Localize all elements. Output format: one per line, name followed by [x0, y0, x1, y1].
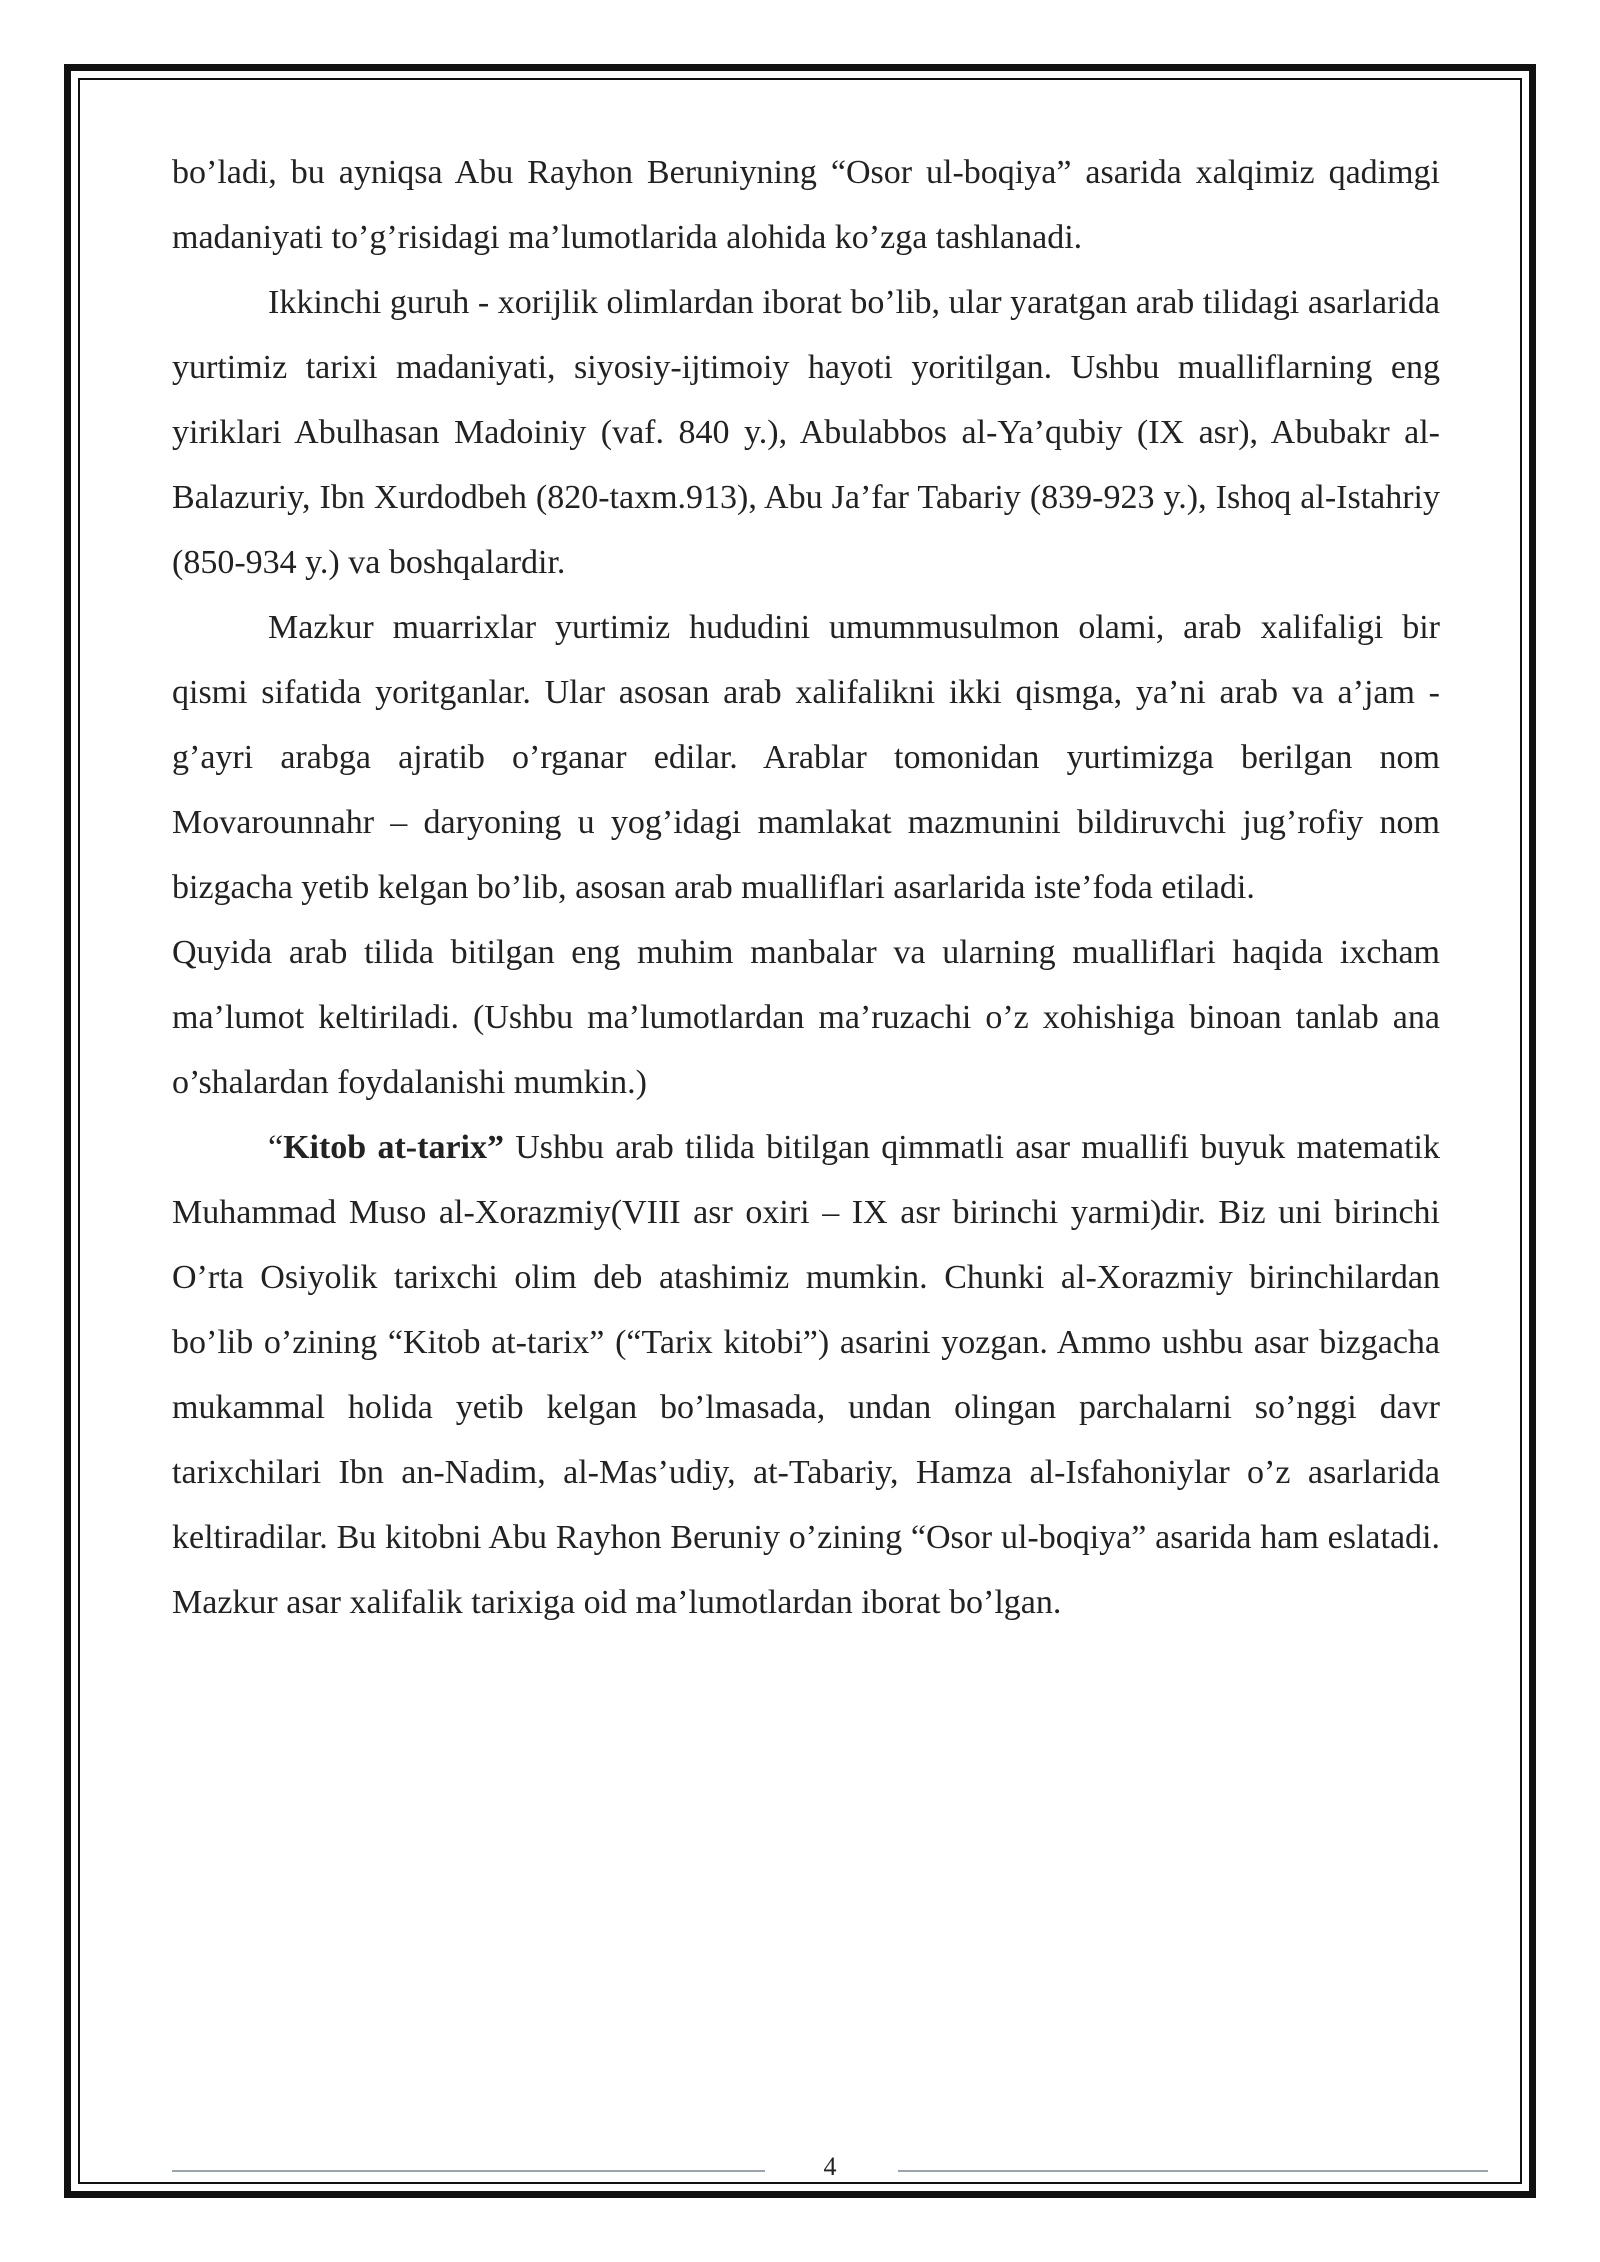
footer-rule-left — [172, 2170, 765, 2172]
kitob-paragraph-text: Ushbu arab tilida bitilgan qimmatli asar muallifi buyuk matematik Muhammad Muso al-Xorazmiy(VIII asr oxiri – IX asr birinchi yarmi)dir. Biz uni birinchi O’rta Osiyolik tarixchi olim deb atashimiz mumkin. Chunki al-Xorazmiy birinchilardan bo’lib o’zining “Kitob at-tarix” (“Tarix kitobi”) asarini yozgan. Ammo ushbu asar bizgacha mukammal holida yetib kelgan bo’lmasada, undan olingan parchalarni so’nggi davr tarixchilari Ibn an-Nadim, al-Mas’udiy, at-Tabariy, Hamza al-Isfahoniylar o’z asarlarida keltiradilar. Bu kitobni Abu Rayhon Beruniy o’zining “Osor ul-boqiya” asarida ham eslatadi. Mazkur asar xalifalik tarixiga oid ma’lumotlardan iborat bo’lgan. — [172, 1129, 1440, 1621]
book-title-bold: Kitob at-tarix” — [283, 1129, 504, 1166]
open-quote: “ — [268, 1129, 284, 1166]
paragraph-mazkur-muarrixlar: Mazkur muarrixlar yurtimiz hududini umummusulmon olami, arab xalifaligi bir qismi sifatida yoritganlar. Ular asosan arab xalifalikni ikki qismga, ya’ni arab va a’jam - g’ayri arabga ajratib o’rganar edilar. Arablar tomonidan yurtimizga berilgan nom Movarounnahr – daryoning u yog’idagi mamlakat mazmunini bildiruvchi jug’rofiy nom bizgacha yetib kelgan bo’lib, asosan arab mualliflari asarlarida iste’foda etiladi. — [172, 609, 1440, 906]
paragraph-ikkinchi-guruh: Ikkinchi guruh - xorijlik olimlardan iborat bo’lib, ular yaratgan arab tilidagi asarlarida yurtimiz tarixi madaniyati, siyosiy-ijtimoiy hayoti yoritilgan. Ushbu mualliflarning eng yiriklari Abulhasan Madoiniy (vaf. 840 y.), Abulabbos al-Ya’qubiy (IX asr), Abubakr al-Balazuriy, Ibn Xurdodbeh (820-taxm.913), Abu Ja’far Tabariy (839-923 y.), Ishoq al-Istahriy (850-934 y.) va boshqalardir. — [172, 284, 1440, 581]
paragraph-kitob-at-tarix — [172, 1115, 1440, 1635]
paragraph-continuation: bo’ladi, bu ayniqsa Abu Rayhon Beruniyning “Osor ul-boqiya” asarida xalqimiz qadimgi madaniyati to’g’risidagi ma’lumotlarida alohida ko’zga tashlanadi. — [172, 154, 1440, 256]
footer-rule-right — [898, 2170, 1488, 2172]
document-body — [172, 140, 1440, 1635]
page-number: 4 — [823, 2152, 837, 2181]
paragraph-quyida: Quyida arab tilida bitilgan eng muhim manbalar va ularning mualliflari haqida ixcham ma’lumot keltiriladi. (Ushbu ma’lumotlardan ma’ruzachi o’z xohishiga binoan tanlab ana o’shalardan foydalanishi mumkin.) — [172, 934, 1440, 1101]
